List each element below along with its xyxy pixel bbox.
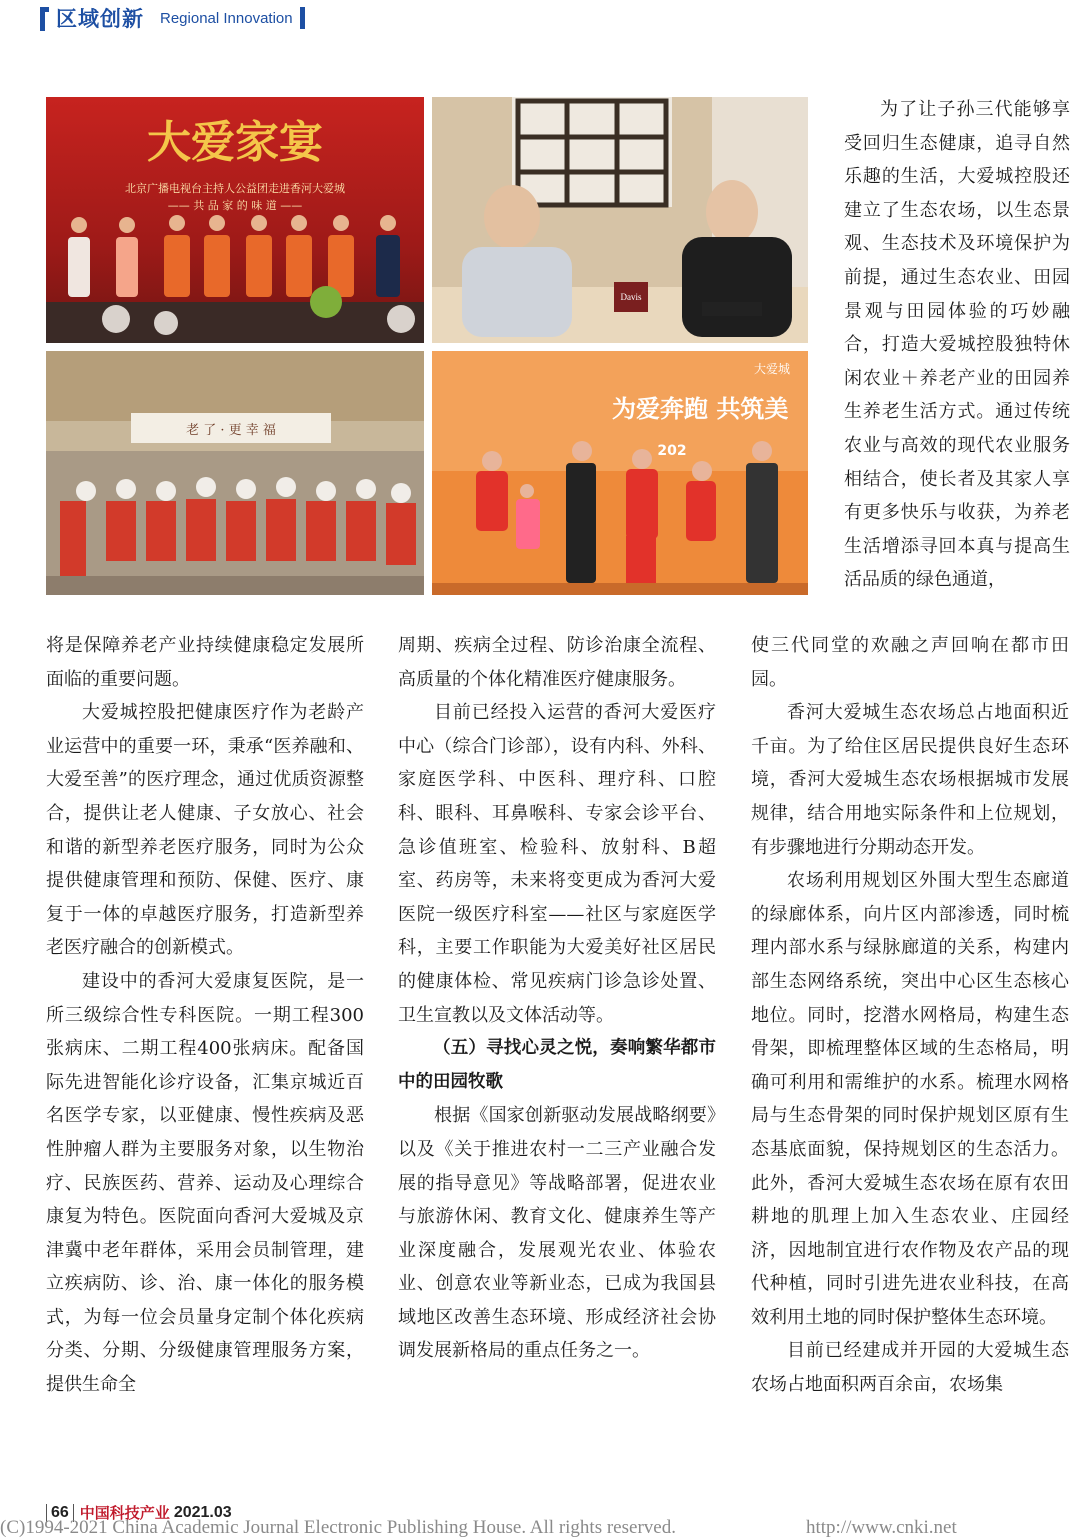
middle-column: [398, 629, 716, 1368]
header-corner-mark: [40, 7, 49, 31]
event-banner-text: 为爱奔跑 共筑美: [612, 395, 789, 423]
photo-elders-group: [46, 351, 424, 595]
photo-charity-run: [432, 351, 808, 595]
photo-consultation: [432, 97, 808, 343]
magazine-name: 中国科技产业: [79, 1504, 170, 1522]
paragraph: 香河大爱城生态农场总占地面积近千亩。为了给住区居民提供良好生态环境，香河大爱城生态农场根据城市发展规律，结合用地实际条件和上位规划，有步骤地进行分期动态开发。: [751, 702, 1069, 858]
paragraph: 根据《国家创新驱动发展战略纲要》以及《关于推进农村一二三产业融合发展的指导意见》等战略部署，促进农业与旅游休闲、教育文化、健康养生等产业深度融合，发展观光农业、体验农业、创意农业等新业态，已成为我国县域地区改善生态环境、形成经济社会协调发展新格局的重点任务之一。: [398, 1105, 716, 1362]
paragraph: 目前已经建成并开园的大爱城生态农场占地面积两百余亩，农场集: [751, 1340, 1069, 1396]
paragraph: 目前已经投入运营的香河大爱医疗中心（综合门诊部），设有内科、外科、家庭医学科、中医科、理疗科、口腔科、眼科、耳鼻喉科、专家会诊平台、急诊值班室、检验科、放射科、B超室、药房等，未来将变更成为香河大爱医院一级医疗科室——社区与家庭医学科，主要工作职能为大爱美好社区居民的健康体检、常见疾病门诊急诊处置、卫生宣教以及文体活动等。: [398, 702, 716, 1026]
section-title-cn: 区域创新: [56, 7, 144, 31]
event-logo-text: 大爱城: [753, 362, 791, 376]
right-top-column: [844, 93, 1070, 597]
copyright-line: [0, 1517, 1080, 1539]
right-column: [751, 629, 1069, 1402]
paragraph: 建设中的香河大爱康复医院，是一所三级综合性专科医院。一期工程300张病床、二期工程400张病床。配备国际先进智能化诊疗设备，汇集京城近百名医学专家，以亚健康、慢性疾病及恶性肿瘤人群为主要服务对象，以生物治疗、民族医药、营养、运动及心理综合康复为特色。医院面向香河大爱城及京津冀中老年群体，采用会员制管理，建立疾病防、诊、治、康一体化的服务模式，为每一位会员量身定制个体化疾病分类、分期、分级健康管理服务方案，提供生命全: [46, 970, 364, 1396]
event-year-text: 202: [657, 443, 687, 459]
header-bar-mark: [300, 7, 305, 29]
banner-title: 大爱家宴: [147, 117, 323, 168]
wall-text: 老 了 · 更 幸 福: [186, 423, 276, 438]
page-number: 66: [51, 1503, 69, 1521]
photo-banquet-stage: [46, 97, 424, 343]
paragraph: 将是保障养老产业持续健康稳定发展所面临的重要问题。: [46, 635, 364, 690]
paragraph: 周期、疾病全过程、防诊治康全流程、高质量的个体化精准医疗健康服务。: [398, 635, 716, 690]
issue-date: 2021.03: [173, 1503, 232, 1521]
banner-line2: —— 共 品 家 的 味 道 ——: [167, 199, 303, 212]
section-heading: （五）寻找心灵之悦，奏响繁华都市中的田园牧歌: [398, 1038, 716, 1092]
mug-text: Davis: [620, 292, 642, 302]
paragraph: 大爱城控股把健康医疗作为老龄产业运营中的重要一环，秉承“医养融和、大爱至善”的医疗理念，通过优质资源整合，提供让老人健康、子女放心、社会和谐的新型养老医疗服务，同时为公众提供健康管理和预防、保健、医疗、康复于一体的卓越医疗服务，打造新型养老医疗融合的创新模式。: [46, 702, 364, 959]
paragraph: 农场利用规划区外围大型生态廊道的绿廊体系，向片区内部渗透，同时梳理内部水系与绿脉廊道的关系，构建内部生态网络系统，突出中心区生态核心地位。同时，挖潜水网格局，构建生态骨架，即梳理整体区域的生态格局，明确可利用和需维护的水系。梳理水网格局与生态骨架的同时保护规划区原有生态基底面貌，保持规划区的生态活力。此外，香河大爱城生态农场在原有农田耕地的肌理上加入生态农业、庄园经济，因地制宜进行农作物及农产品的现代种植，同时引进先进农业科技，在高效利用土地的同时保护整体生态环境。: [751, 870, 1069, 1328]
copyright-text: (C)1994-2021 China Academic Journal Electronic Publishing House. All rights reserved.: [0, 1517, 676, 1538]
banner-subtitle: 北京广播电视台主持人公益团走进香河大爱城: [125, 182, 345, 195]
cnki-url: http://www.cnki.net: [806, 1517, 957, 1538]
section-title-en: Regional Innovation: [160, 9, 293, 27]
left-column: [46, 629, 364, 1402]
paragraph: 为了让子孙三代能够享受回归生态健康，追寻自然乐趣的生活，大爱城控股还建立了生态农场，以生态景观、生态技术及环境保护为前提，通过生态农业、田园景观与田园体验的巧妙融合，打造大爱城控股独特休闲农业＋养老产业的田园养生养老生活方式。通过传统农业与高效的现代农业服务相结合，使长者及其家人享有更多快乐与收获，为养老生活增添寻回本真与提高生活品质的绿色通道，: [844, 99, 1070, 591]
paragraph: 使三代同堂的欢融之声回响在都市田园。: [751, 635, 1069, 690]
section-header: [40, 4, 305, 32]
